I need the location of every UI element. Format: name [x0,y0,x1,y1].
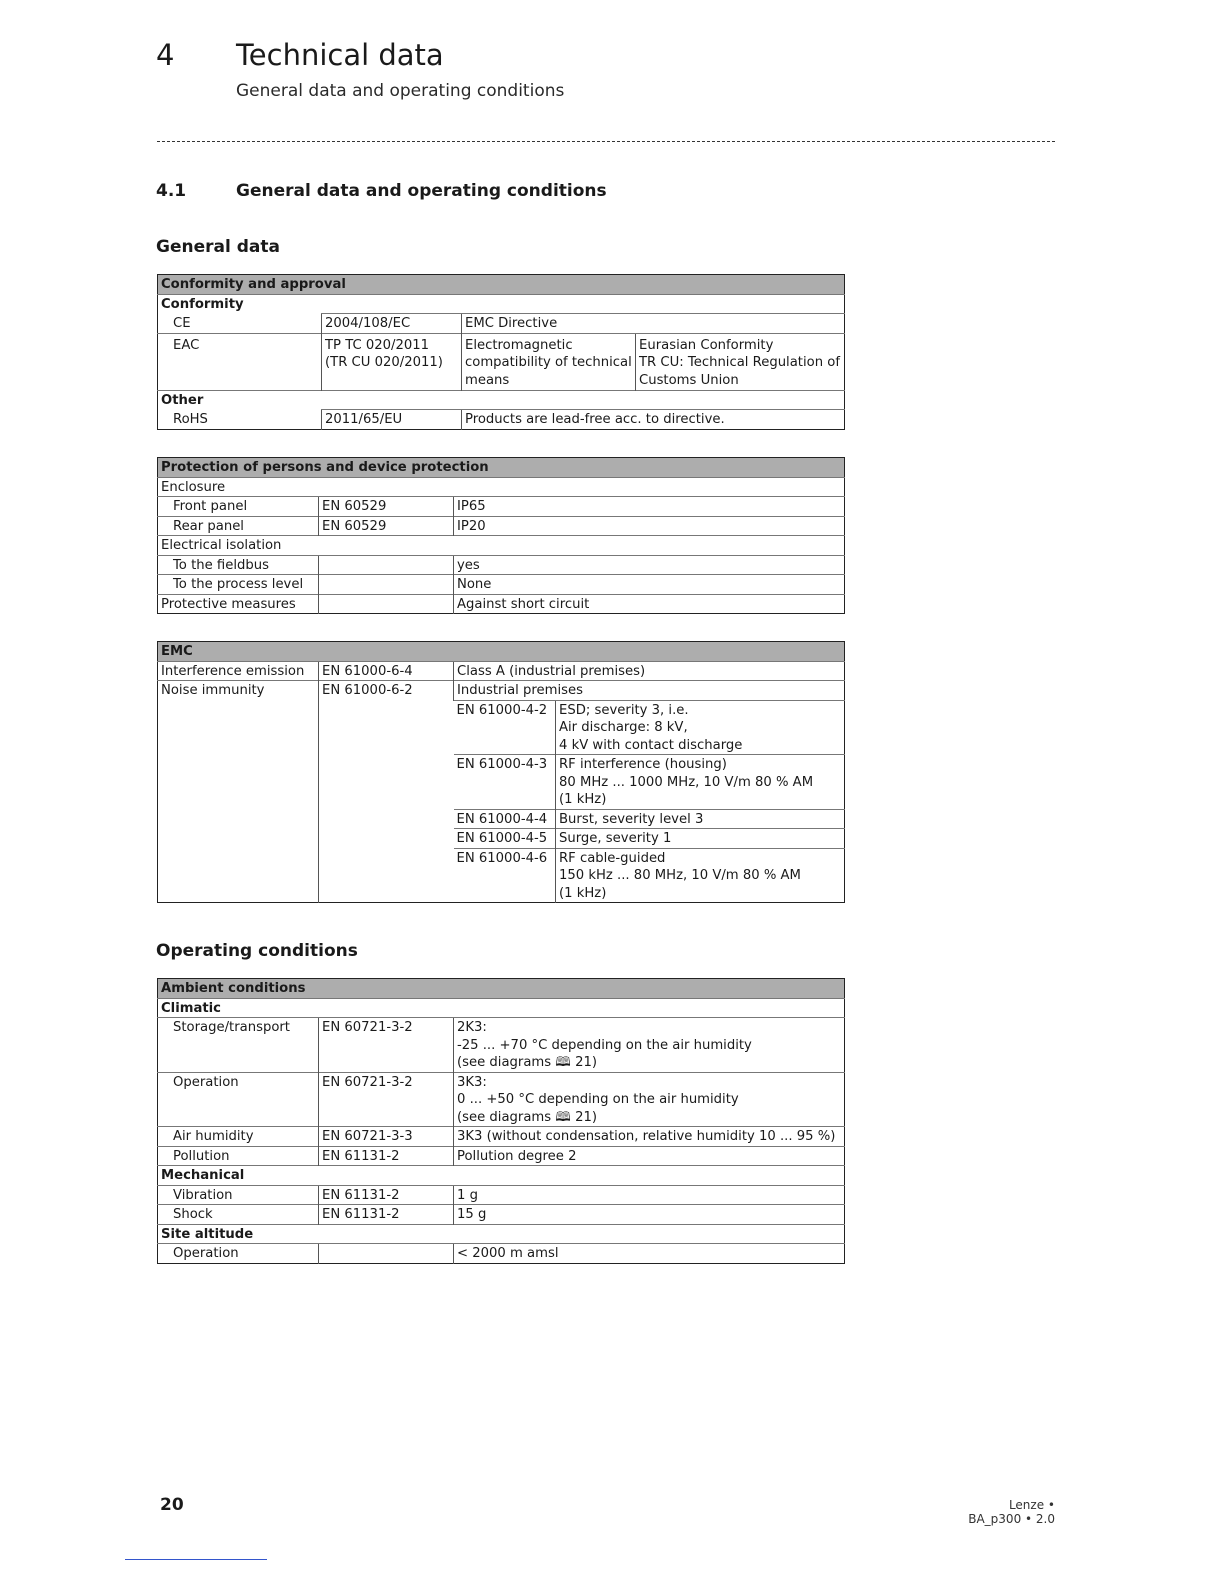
conformity-table [157,274,845,430]
value-line: -25 ... +70 °C depending on the air humidity [457,1037,752,1053]
table-row [158,575,845,595]
table-row [158,410,845,430]
row-label: Pollution [158,1146,319,1166]
row-label: Storage/transport [158,1018,319,1073]
table-row [158,333,845,390]
row-label: To the process level [158,575,319,595]
row-value: IP20 [454,516,845,536]
table-title: Protection of persons and device protection [158,458,845,478]
operating-conditions-heading: Operating conditions [156,941,358,961]
sub-standard: EN 61000-4-6 [454,848,556,903]
page-number: 20 [160,1495,184,1515]
row-standard [322,333,462,390]
row-label: Vibration [158,1185,319,1205]
chapter-subtitle: General data and operating conditions [236,81,565,101]
value-line: compatibility of technical [465,355,632,370]
value-line: 2K3: [457,1020,487,1035]
sub-standard: EN 61000-4-2 [454,700,556,755]
standard-line: (TR CU 020/2011) [325,355,443,370]
row-label: Front panel [158,497,319,517]
protection-table [157,457,845,614]
row-value: < 2000 m amsl [454,1244,845,1264]
row-standard: EN 61000-6-4 [319,661,454,681]
value-line: means [465,372,510,388]
ambient-conditions-table [157,978,845,1264]
group-label: Conformity [158,294,845,314]
row-label: Air humidity [158,1127,319,1147]
row-standard: EN 60721-3-3 [319,1127,454,1147]
note-line: Eurasian Conformity [639,337,774,353]
table-row [158,1146,845,1166]
row-value: EMC Directive [462,314,845,334]
row-standard: EN 61131-2 [319,1185,454,1205]
value-line: 150 kHz ... 80 MHz, 10 V/m 80 % AM [559,868,801,883]
row-value: Pollution degree 2 [454,1146,845,1166]
sub-standard: EN 61000-4-4 [454,809,556,829]
row-label: To the fieldbus [158,555,319,575]
table-row [158,516,845,536]
table-row [158,1205,845,1225]
value-line: (1 kHz) [559,792,607,807]
table-title: EMC [158,642,845,662]
table-title: Ambient conditions [158,979,845,999]
group-label: Enclosure [158,477,845,497]
row-standard: EN 60529 [319,516,454,536]
value-line: ESD; severity 3, i.e. [559,702,689,718]
sub-value [556,700,845,755]
row-value: yes [454,555,845,575]
row-value: Products are lead-free acc. to directive. [462,410,845,430]
table-row [158,1244,845,1264]
sub-standard: EN 61000-4-5 [454,829,556,849]
sub-value [556,848,845,903]
footer-document-id: Lenze • BA_p300 • 2.0 [968,1498,1055,1526]
table-row [158,1072,845,1127]
general-data-heading: General data [156,237,280,257]
section-number: 4.1 [156,181,187,201]
table-row [158,1185,845,1205]
row-value: Class A (industrial premises) [454,661,845,681]
row-standard [319,1244,454,1264]
sub-value: Surge, severity 1 [556,829,845,849]
row-standard: 2011/65/EU [322,410,462,430]
sub-value [556,755,845,810]
table-row [158,555,845,575]
row-label: Interference emission [158,661,319,681]
group-label: Site altitude [158,1224,845,1244]
row-label: Shock [158,1205,319,1225]
value-line: Air discharge: 8 kV, [559,720,688,735]
table-row [158,594,845,614]
sub-value: Burst, severity level 3 [556,809,845,829]
table-row [158,1018,845,1073]
row-label: Noise immunity [158,681,319,903]
row-label: Operation [158,1244,319,1264]
group-label: Electrical isolation [158,536,845,556]
row-value [462,333,636,390]
row-label: RoHS [173,411,208,427]
row-standard: EN 61131-2 [319,1146,454,1166]
value-line: RF interference (housing) [559,757,727,772]
value-line: RF cable-guided [559,850,666,866]
value-line: 4 kV with contact discharge [559,737,743,753]
value-line: Electromagnetic [465,337,573,353]
row-standard: EN 60721-3-2 [319,1018,454,1073]
value-line: 0 ... +50 °C depending on the air humidity [457,1092,739,1107]
table-header-row [158,275,845,295]
value-line: 3K3: [457,1074,487,1090]
group-label: Climatic [158,998,845,1018]
note-line: Customs Union [639,372,739,388]
standard-line: TP TC 020/2011 [325,337,430,353]
chapter-title: Technical data [236,38,444,72]
group-label: Other [158,390,845,410]
row-value: IP65 [454,497,845,517]
row-standard: EN 60529 [319,497,454,517]
row-standard: 2004/108/EC [322,314,462,334]
group-label: Mechanical [158,1166,845,1186]
row-value [454,1072,845,1127]
table-row [158,497,845,517]
value-line: (see diagrams 🕮 21) [457,1055,597,1070]
note-line: TR CU: Technical Regulation of [639,355,840,370]
row-standard: EN 60721-3-2 [319,1072,454,1127]
value-line: (see diagrams 🕮 21) [457,1109,597,1125]
section-title: General data and operating conditions [236,181,607,201]
row-value [454,1018,845,1073]
table-row [158,1127,845,1147]
row-value: 1 g [454,1185,845,1205]
emc-table [157,641,845,903]
table-row [158,661,845,681]
row-label: Rear panel [158,516,319,536]
value-line: 80 MHz ... 1000 MHz, 10 V/m 80 % AM [559,774,814,790]
row-value: None [454,575,845,595]
table-row [158,681,845,701]
row-note [636,333,845,390]
row-value: 3K3 (without condensation, relative humidity 10 ... 95 %) [454,1127,845,1147]
row-standard: EN 61000-6-2 [319,681,454,903]
row-value: Against short circuit [454,594,845,614]
footnote-link-line [125,1559,267,1560]
row-standard [319,575,454,595]
header-divider [157,141,1055,142]
row-value: Industrial premises [454,681,845,701]
row-standard [319,555,454,575]
row-value: 15 g [454,1205,845,1225]
chapter-number: 4 [156,38,175,72]
row-standard [319,594,454,614]
row-label: Operation [158,1072,319,1127]
value-line: (1 kHz) [559,885,607,901]
row-label: EAC [158,333,322,390]
row-label: CE [173,315,191,331]
table-row [158,314,845,334]
sub-standard: EN 61000-4-3 [454,755,556,810]
table-title: Conformity and approval [158,275,845,295]
row-label: Protective measures [158,594,319,614]
row-standard: EN 61131-2 [319,1205,454,1225]
